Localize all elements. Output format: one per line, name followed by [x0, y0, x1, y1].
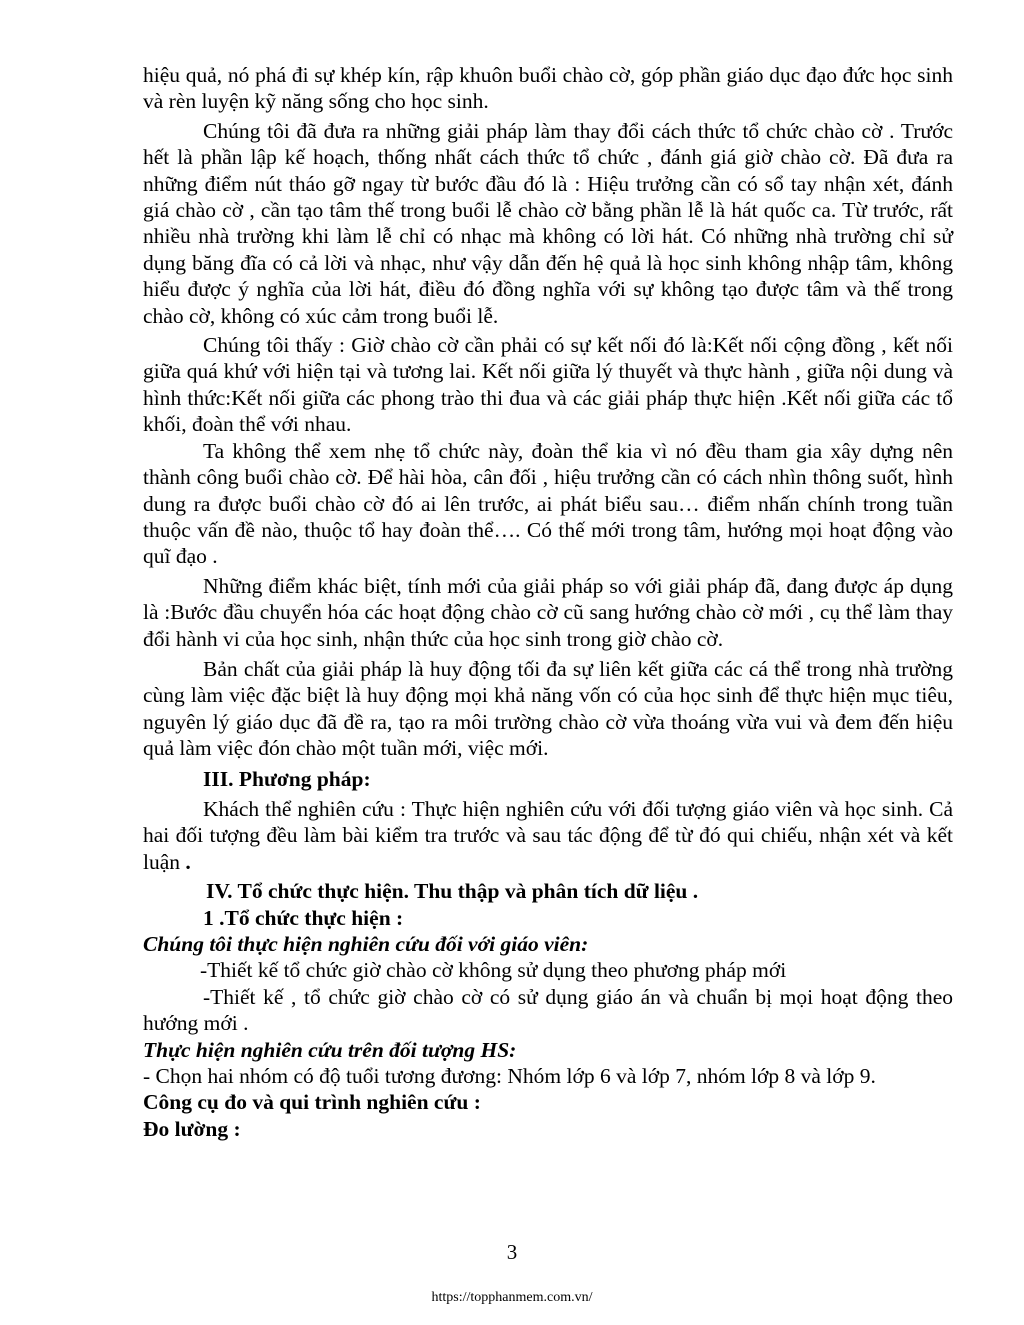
- student-study-heading: Thực hiện nghiên cứu trên đối tượng HS:: [143, 1037, 517, 1062]
- paragraph-7: [143, 796, 953, 875]
- document-body: [143, 62, 953, 1142]
- measurement-heading: Đo lường :: [143, 1116, 241, 1141]
- paragraph-7-text: Khách thể nghiên cứu : Thực hiện nghiên cứu với đối tượng giáo viên và học sinh. Cả hai đối tượng đều làm bài kiểm tra trước và sau tác động để từ đó qui chiếu, nhận xét và kết luận: [143, 796, 953, 874]
- paragraph-2: Chúng tôi đã đưa ra những giải pháp làm thay đổi cách thức tổ chức chào cờ . Trước hết là phần lập kế hoạch, thống nhất cách thức tổ chức , đánh giá giờ chào cờ. Đã đưa ra những điểm nút tháo gỡ ngay từ bước đầu đó là : Hiệu trưởng cần có sổ tay nhận xét, đánh giá chào cờ , cần tạo tâm thế trong buổi lễ chào cờ bằng phần lễ là hát quốc ca. Từ trước, rất nhiều nhà trường khi làm lễ chỉ có nhạc mà không có lời hát. Có những nhà trường chỉ sử dụng băng đĩa có cả lời và nhạc, như vậy dẫn đến hệ quả là học sinh không nhập tâm, không hiểu được ý nghĩa của lời hát, điều đó đồng nghĩa với sự không tạo được tâm và thế trong chào cờ, không có xúc cảm trong buổi lễ.: [143, 118, 953, 328]
- heading-iv: IV. Tổ chức thực hiện. Thu thập và phân tích dữ liệu .: [206, 879, 699, 904]
- paragraph-6: Bản chất của giải pháp là huy động tối đa sự liên kết giữa các cá thể trong nhà trường cùng làm việc đặc biệt là huy động mọi khả năng vốn có của học sinh để thực hiện mục tiêu, nguyên lý giáo dục đã đề ra, tạo ra môi trường chào cờ vừa thoáng vừa vui và đem đến hiệu quả làm việc đón chào một tuần mới, việc mới.: [143, 656, 953, 761]
- teacher-list-item-2: -Thiết kế , tổ chức giờ chào cờ có sử dụng giáo án và chuẩn bị mọi hoạt động theo hướng mới .: [143, 984, 953, 1036]
- teacher-list-item-1: -Thiết kế tổ chức giờ chào cờ không sử dụng theo phương pháp mới: [200, 958, 787, 983]
- page-number: 3: [506, 1240, 518, 1264]
- paragraph-1: hiệu quả, nó phá đi sự khép kín, rập khuôn buổi chào cờ, góp phần giáo dục đạo đức học sinh và rèn luyện kỹ năng sống cho học sinh.: [143, 63, 953, 114]
- student-list-item-1: - Chọn hai nhóm có độ tuổi tương đương: Nhóm lớp 6 và lớp 7, nhóm lớp 8 và lớp 9.: [143, 1064, 876, 1089]
- paragraph-3: Chúng tôi thấy : Giờ chào cờ cần phải có sự kết nối đó là:Kết nối cộng đồng , kết nối giữa quá khứ với hiện tại và tương lai. Kết nối giữa lý thuyết và thực hành , giữa nội dung và hình thức:Kết nối giữa các phong trào thi đua và các giải pháp thực hiện .Kết nối giữa các tổ khối, đoàn thể với nhau.: [143, 333, 953, 437]
- paragraph-7-end: .: [185, 849, 191, 874]
- tools-heading: Công cụ đo và qui trình nghiên cứu :: [143, 1090, 481, 1115]
- paragraph-5: Những điểm khác biệt, tính mới của giải pháp so với giải pháp đã, đang được áp dụng là :Bước đầu chuyển hóa các hoạt động chào cờ cũ sang hướng chào cờ mới , cụ thể làm thay đổi hành vi của học sinh, nhận thức của học sinh trong giờ chào cờ.: [143, 573, 953, 651]
- heading-iii: III. Phương pháp:: [203, 766, 371, 791]
- footer-url: https://topphanmem.com.vn/: [431, 1290, 593, 1305]
- paragraph-4: Ta không thể xem nhẹ tổ chức này, đoàn thể kia vì nó đều tham gia xây dựng nên thành công buổi chào cờ. Để hài hòa, cân đối , hiệu trưởng cần có cách nhìn thông suốt, hình dung ra được buổi chào cờ đó ai lên trước, ai phát biểu sau… điểm nhấn chính trong tuần thuộc vấn đề nào, thuộc tổ hay đoàn thể…. Có thế mới trong tâm, hướng mọi hoạt động vào quĩ đạo .: [143, 438, 953, 569]
- teacher-study-heading: Chúng tôi thực hiện nghiên cứu đối với giáo viên:: [143, 932, 589, 956]
- heading-iv-1: 1 .Tổ chức thực hiện :: [203, 905, 404, 930]
